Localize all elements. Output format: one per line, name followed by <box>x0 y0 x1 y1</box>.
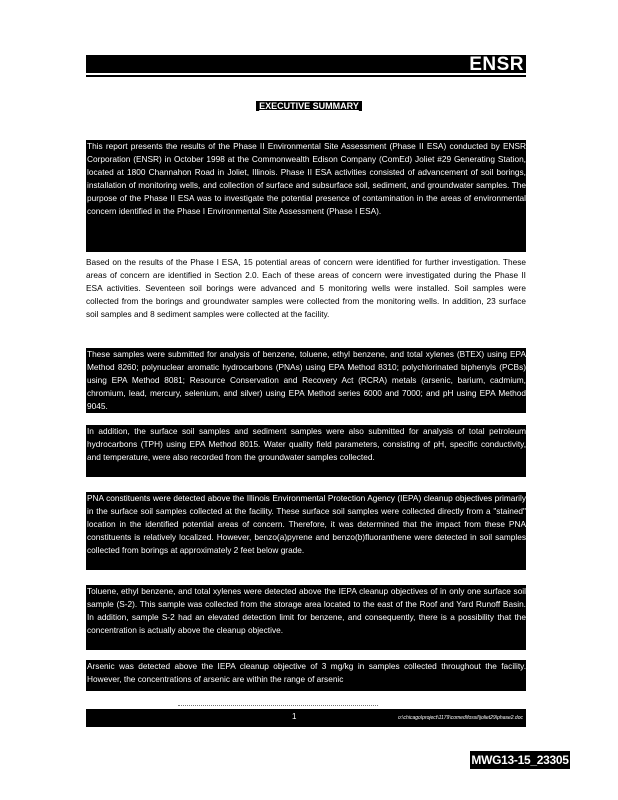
paragraph-analysis-methods: These samples were submitted for analysis of benzene, toluene, ethyl benzene, and total xylenes (BTEX) using EPA Method 8260; polynuclear aromatic hydrocarbons (PNAs) using EPA Method 8310; polychlorinated biphenyls (PCBs) using EPA Method 8081; Resource Conservation and Recovery Act (RCRA) metals (arsenic, barium, cadmium, chromium, lead, mercury, selenium, and silver) using EPA Method series 6000 and 7000; and pH using EPA Method 9045. <box>86 348 526 413</box>
ensr-logo: ENSR <box>469 54 524 75</box>
paragraph-intro: This report presents the results of the Phase II Environmental Site Assessment (Phase II ESA) conducted by ENSR Corporation (ENSR) in October 1998 at the Commonwealth Edison Company (ComEd) Joliet #29 Generating Station, located at 1800 Channahon Road in Joliet, Illinois. Phase II ESA activities consisted of advancement of soil borings, installation of monitoring wells, and collection of surface and subsurface soil, sediment, and groundwater samples. The purpose of the Phase II ESA was to investigate the potential presence of contamination in the areas of environmental concern identified in the Phase I Environmental Site Assessment (Phase I ESA). <box>86 140 526 252</box>
header-bar <box>86 55 526 73</box>
paragraph-tph-analysis: In addition, the surface soil samples and sediment samples were also submitted for analysis of total petroleum hydrocarbons (TPH) using EPA Method 8015. Water quality field parameters, consisting of pH, specific conductivity, and temperature, were also recorded from the groundwater samples collected. <box>86 425 526 477</box>
footer-divider <box>178 705 378 708</box>
bates-stamp: MWG13-15_23305 <box>471 753 569 767</box>
footer-bar <box>86 709 526 727</box>
page-number: 1 <box>292 712 297 721</box>
page-title <box>0 101 618 111</box>
document-path: o:\chicago\project\1179\comed\fossil\joliet29\phase2.doc <box>398 715 523 721</box>
paragraph-btex-findings: Toluene, ethyl benzene, and total xylenes were detected above the IEPA cleanup objectives of in only one surface soil sample (S-2). This sample was collected from the storage area located to the east of the Roof and Yard Runoff Basin. In addition, sample S-2 had an elevated detection limit for benzene, and consequently, there is a possibility that the concentration is actually above the cleanup objective. <box>86 585 526 650</box>
header-rule <box>86 75 526 77</box>
paragraph-pna-findings: PNA constituents were detected above the Illinois Environmental Protection Agency (IEPA) cleanup objectives primarily in the surface soil samples collected at the facility. These surface soil samples were collected directly from a "stained" location in the identified potential areas of concern. Therefore, it was determined that the impact from these PNA constituents is relatively localized. However, benzo(a)pyrene and benzo(b)fluoranthene were detected in soil samples collected from borings at approximately 2 feet below grade. <box>86 492 526 570</box>
paragraph-phase-i-results: Based on the results of the Phase I ESA, 15 potential areas of concern were identified for further investigation. These areas of concern are identified in Section 2.0. Each of these areas of concern were investigated during the Phase II ESA activities. Seventeen soil borings were advanced and 5 monitoring wells were installed. Soil samples were collected from the borings and groundwater samples were collected from the monitoring wells. In addition, 23 surface soil samples and 8 sediment samples were collected at the facility. <box>86 257 526 319</box>
page-title-text: EXECUTIVE SUMMARY <box>256 101 362 111</box>
paragraph-arsenic-findings: Arsenic was detected above the IEPA cleanup objective of 3 mg/kg in samples collected throughout the facility. However, the concentrations of arsenic are within the range of arsenic <box>86 660 526 691</box>
